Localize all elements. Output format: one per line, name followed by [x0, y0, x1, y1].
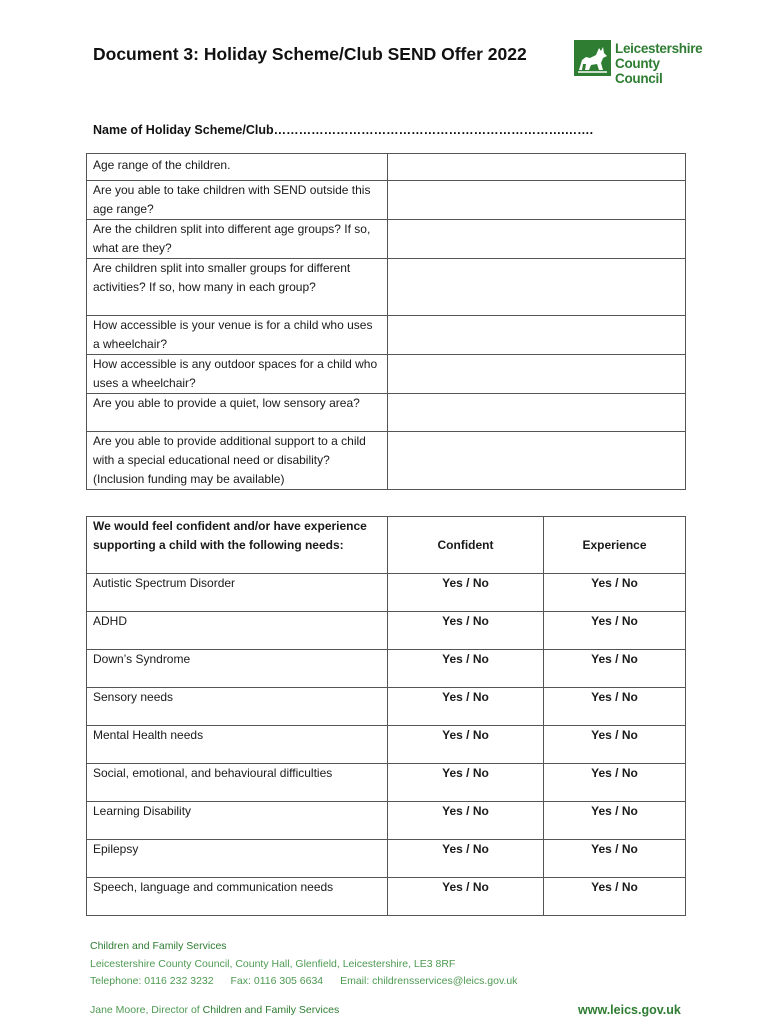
footer-department: Children and Family Services — [90, 940, 227, 952]
footer-address: Leicestershire County Council, County Hall, Glenfield, Leicestershire, LE3 8RF — [90, 958, 456, 970]
table-row — [87, 316, 686, 355]
logo-line-2: County Council — [615, 56, 663, 86]
confident-choice[interactable]: Yes / No — [388, 688, 544, 726]
need-label: Sensory needs — [87, 688, 388, 726]
footer-contacts — [90, 975, 531, 987]
question-cell: Are children split into smaller groups for different activities? If so, how many in each group? — [87, 259, 388, 316]
table-row — [87, 574, 686, 612]
footer-director — [90, 1004, 339, 1016]
questions-table — [86, 153, 686, 490]
experience-choice[interactable]: Yes / No — [544, 802, 686, 840]
answer-cell[interactable] — [388, 220, 686, 259]
need-label: Mental Health needs — [87, 726, 388, 764]
table-row — [87, 220, 686, 259]
question-cell: Are you able to take children with SEND outside this age range? — [87, 181, 388, 220]
answer-cell[interactable] — [388, 432, 686, 490]
table-row — [87, 355, 686, 394]
answer-cell[interactable] — [388, 355, 686, 394]
answer-cell[interactable] — [388, 259, 686, 316]
table-row — [87, 432, 686, 490]
question-cell: Are you able to provide a quiet, low sensory area? — [87, 394, 388, 432]
table-row — [87, 259, 686, 316]
experience-choice[interactable]: Yes / No — [544, 840, 686, 878]
answer-cell[interactable] — [388, 316, 686, 355]
question-cell: Are you able to provide additional support to a child with a special educational need or disability? (Inclusion funding may be available) — [87, 432, 388, 490]
confident-header: Confident — [388, 517, 544, 574]
table-row — [87, 612, 686, 650]
confident-choice[interactable]: Yes / No — [388, 878, 544, 916]
fox-crest-icon — [574, 40, 611, 76]
confident-choice[interactable]: Yes / No — [388, 650, 544, 688]
need-label: Autistic Spectrum Disorder — [87, 574, 388, 612]
footer-fax: Fax: 0116 305 6634 — [230, 975, 324, 987]
question-cell: Are the children split into different age groups? If so, what are they? — [87, 220, 388, 259]
need-label: Speech, language and communication needs — [87, 878, 388, 916]
table-row — [87, 688, 686, 726]
needs-header: We would feel confident and/or have experience supporting a child with the following needs: — [87, 517, 388, 574]
experience-choice[interactable]: Yes / No — [544, 574, 686, 612]
experience-choice[interactable]: Yes / No — [544, 878, 686, 916]
experience-choice[interactable]: Yes / No — [544, 726, 686, 764]
footer-email[interactable]: Email: childrensservices@leics.gov.uk — [340, 975, 518, 987]
answer-cell[interactable] — [388, 181, 686, 220]
experience-choice[interactable]: Yes / No — [544, 650, 686, 688]
confident-choice[interactable]: Yes / No — [388, 574, 544, 612]
confident-choice[interactable]: Yes / No — [388, 802, 544, 840]
confident-choice[interactable]: Yes / No — [388, 612, 544, 650]
table-header-row — [87, 517, 686, 574]
need-label: Social, emotional, and behavioural difficulties — [87, 764, 388, 802]
question-cell: Age range of the children. — [87, 154, 388, 181]
table-row — [87, 181, 686, 220]
table-row — [87, 154, 686, 181]
experience-choice[interactable]: Yes / No — [544, 612, 686, 650]
table-row — [87, 764, 686, 802]
website-link[interactable]: www.leics.gov.uk — [578, 1003, 681, 1017]
need-label: Learning Disability — [87, 802, 388, 840]
table-row — [87, 878, 686, 916]
table-row — [87, 840, 686, 878]
question-cell: How accessible is your venue is for a child who uses a wheelchair? — [87, 316, 388, 355]
experience-header: Experience — [544, 517, 686, 574]
experience-choice[interactable]: Yes / No — [544, 688, 686, 726]
answer-cell[interactable] — [388, 394, 686, 432]
page-title: Document 3: Holiday Scheme/Club SEND Offer 2022 — [93, 44, 527, 64]
table-row — [87, 394, 686, 432]
experience-choice[interactable]: Yes / No — [544, 764, 686, 802]
need-label: Epilepsy — [87, 840, 388, 878]
need-label: ADHD — [87, 612, 388, 650]
scheme-name-field: Name of Holiday Scheme/Club…………………………………………………………….……. — [93, 123, 594, 137]
needs-table — [86, 516, 686, 916]
logo-line-1: Leicestershire — [615, 41, 703, 56]
confident-choice[interactable]: Yes / No — [388, 726, 544, 764]
director-prefix: Jane Moore, Director of — [90, 1004, 203, 1016]
director-dept: Children and Family Services — [202, 1004, 340, 1016]
footer-telephone: Telephone: 0116 232 3232 — [90, 975, 214, 987]
confident-choice[interactable]: Yes / No — [388, 764, 544, 802]
table-row — [87, 726, 686, 764]
need-label: Down’s Syndrome — [87, 650, 388, 688]
confident-choice[interactable]: Yes / No — [388, 840, 544, 878]
table-row — [87, 650, 686, 688]
question-cell: How accessible is any outdoor spaces for a child who uses a wheelchair? — [87, 355, 388, 394]
council-logo — [574, 38, 704, 86]
table-row — [87, 802, 686, 840]
answer-cell[interactable] — [388, 154, 686, 181]
